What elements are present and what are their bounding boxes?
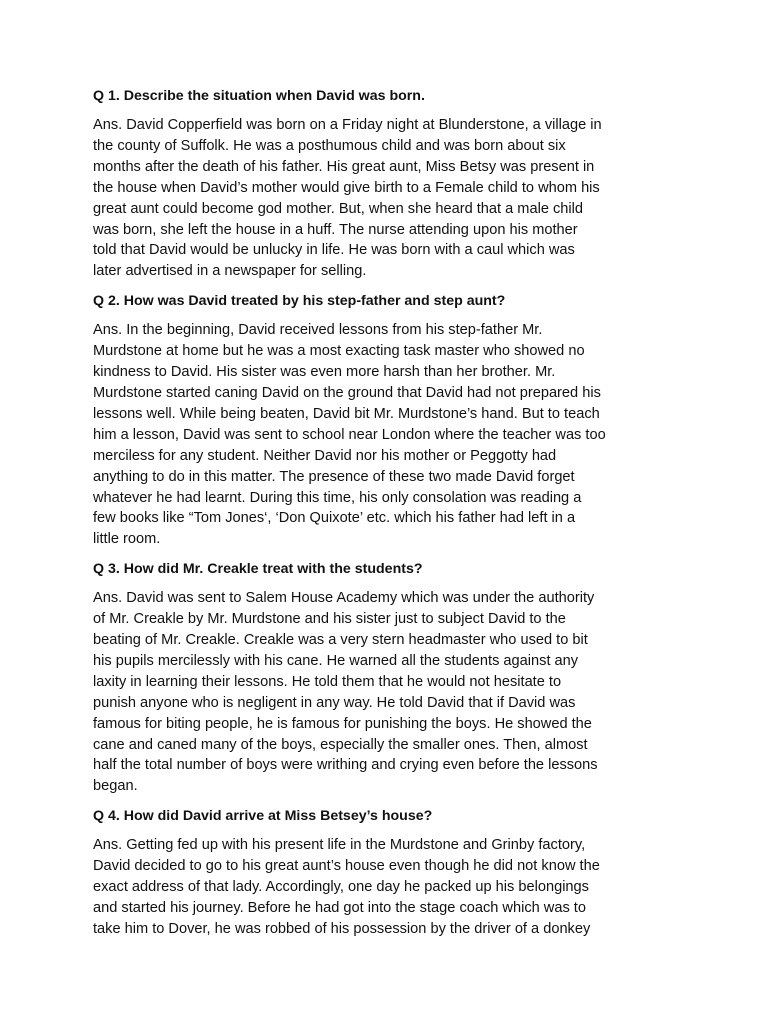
qa-section-3 — [93, 559, 693, 797]
question-heading: Q 1. Describe the situation when David was born. — [93, 88, 425, 104]
document-page — [93, 86, 693, 949]
answer-line: Murdstone at home but he was a most exacting task master who showed no — [93, 343, 585, 360]
answer-line: kindness to David. His sister was even more harsh than her brother. Mr. — [93, 364, 556, 381]
answer-line: anything to do in this matter. The presence of these two made David forget — [93, 468, 575, 485]
answer-line: lessons well. While being beaten, David bit Mr. Murdstone’s hand. But to teach — [93, 405, 600, 422]
answer-line: Ans. In the beginning, David received lessons from his step-father Mr. — [93, 322, 543, 339]
answer-line: little room. — [93, 531, 161, 548]
answer-line: David decided to go to his great aunt’s house even though he did not know the — [93, 858, 600, 875]
question-heading: Q 2. How was David treated by his step-father and step aunt? — [93, 293, 506, 310]
answer-line: the county of Suffolk. He was a posthumous child and was born about six — [93, 137, 566, 154]
answer-line: Ans. Getting fed up with his present life in the Murdstone and Grinby factory, — [93, 837, 586, 854]
qa-section-1 — [93, 86, 693, 282]
answer-line: great aunt could become god mother. But, when she heard that a male child — [93, 200, 584, 217]
answer-paragraph — [93, 835, 693, 940]
answer-line: half the total number of boys were writhing and crying even before the lessons — [93, 757, 598, 774]
answer-line: few books like “Tom Jones‘, ‘Don Quixote’ etc. which his father had left in a — [93, 510, 576, 527]
answer-line: exact address of that lady. Accordingly, one day he packed up his belongings — [93, 879, 589, 896]
answer-line: famous for biting people, he is famous for punishing the boys. He showed the — [93, 715, 592, 732]
qa-section-4 — [93, 806, 693, 940]
answer-line: told that David would be unlucky in life. He was born with a caul which was — [93, 242, 575, 259]
answer-line: laxity in learning their lessons. He told them that he would not hesitate to — [93, 673, 562, 690]
answer-paragraph — [93, 320, 693, 550]
answer-line: was born, she left the house in a huff. The nurse attending upon his mother — [93, 221, 578, 238]
answer-line: began. — [93, 778, 138, 795]
answer-line: whatever he had learnt. During this time, his only consolation was reading a — [93, 489, 582, 506]
answer-line: of Mr. Creakle by Mr. Murdstone and his sister just to subject David to the — [93, 611, 566, 628]
answer-line: Murdstone started caning David on the ground that David had not prepared his — [93, 384, 601, 401]
answer-line: cane and caned many of the boys, especially the smaller ones. Then, almost — [93, 736, 588, 753]
answer-line: Ans. David was sent to Salem House Academy which was under the authority — [93, 590, 595, 607]
answer-paragraph — [93, 115, 693, 282]
answer-line: take him to Dover, he was robbed of his possession by the driver of a donkey — [93, 920, 591, 937]
qa-section-2 — [93, 291, 693, 550]
answer-line: merciless for any student. Neither David nor his mother or Peggotty had — [93, 447, 557, 464]
answer-line: the house when David’s mother would give birth to a Female child to whom his — [93, 179, 600, 196]
answer-line: punish anyone who is negligent in any way. He told David that if David was — [93, 694, 576, 711]
answer-line: beating of Mr. Creakle. Creakle was a very stern headmaster who used to bit — [93, 632, 588, 649]
answer-line: months after the death of his father. His great aunt, Miss Betsy was present in — [93, 158, 595, 175]
answer-line: Ans. David Copperfield was born on a Friday night at Blunderstone, a village in — [93, 117, 602, 133]
answer-line: his pupils mercilessly with his cane. He warned all the students against any — [93, 652, 579, 669]
answer-line: him a lesson, David was sent to school near London where the teacher was too — [93, 426, 606, 443]
question-heading: Q 3. How did Mr. Creakle treat with the students? — [93, 561, 423, 578]
question-heading: Q 4. How did David arrive at Miss Betsey’s house? — [93, 808, 433, 825]
answer-line: later advertised in a newspaper for selling. — [93, 263, 367, 280]
answer-paragraph — [93, 588, 693, 797]
answer-line: and started his journey. Before he had got into the stage coach which was to — [93, 900, 586, 916]
